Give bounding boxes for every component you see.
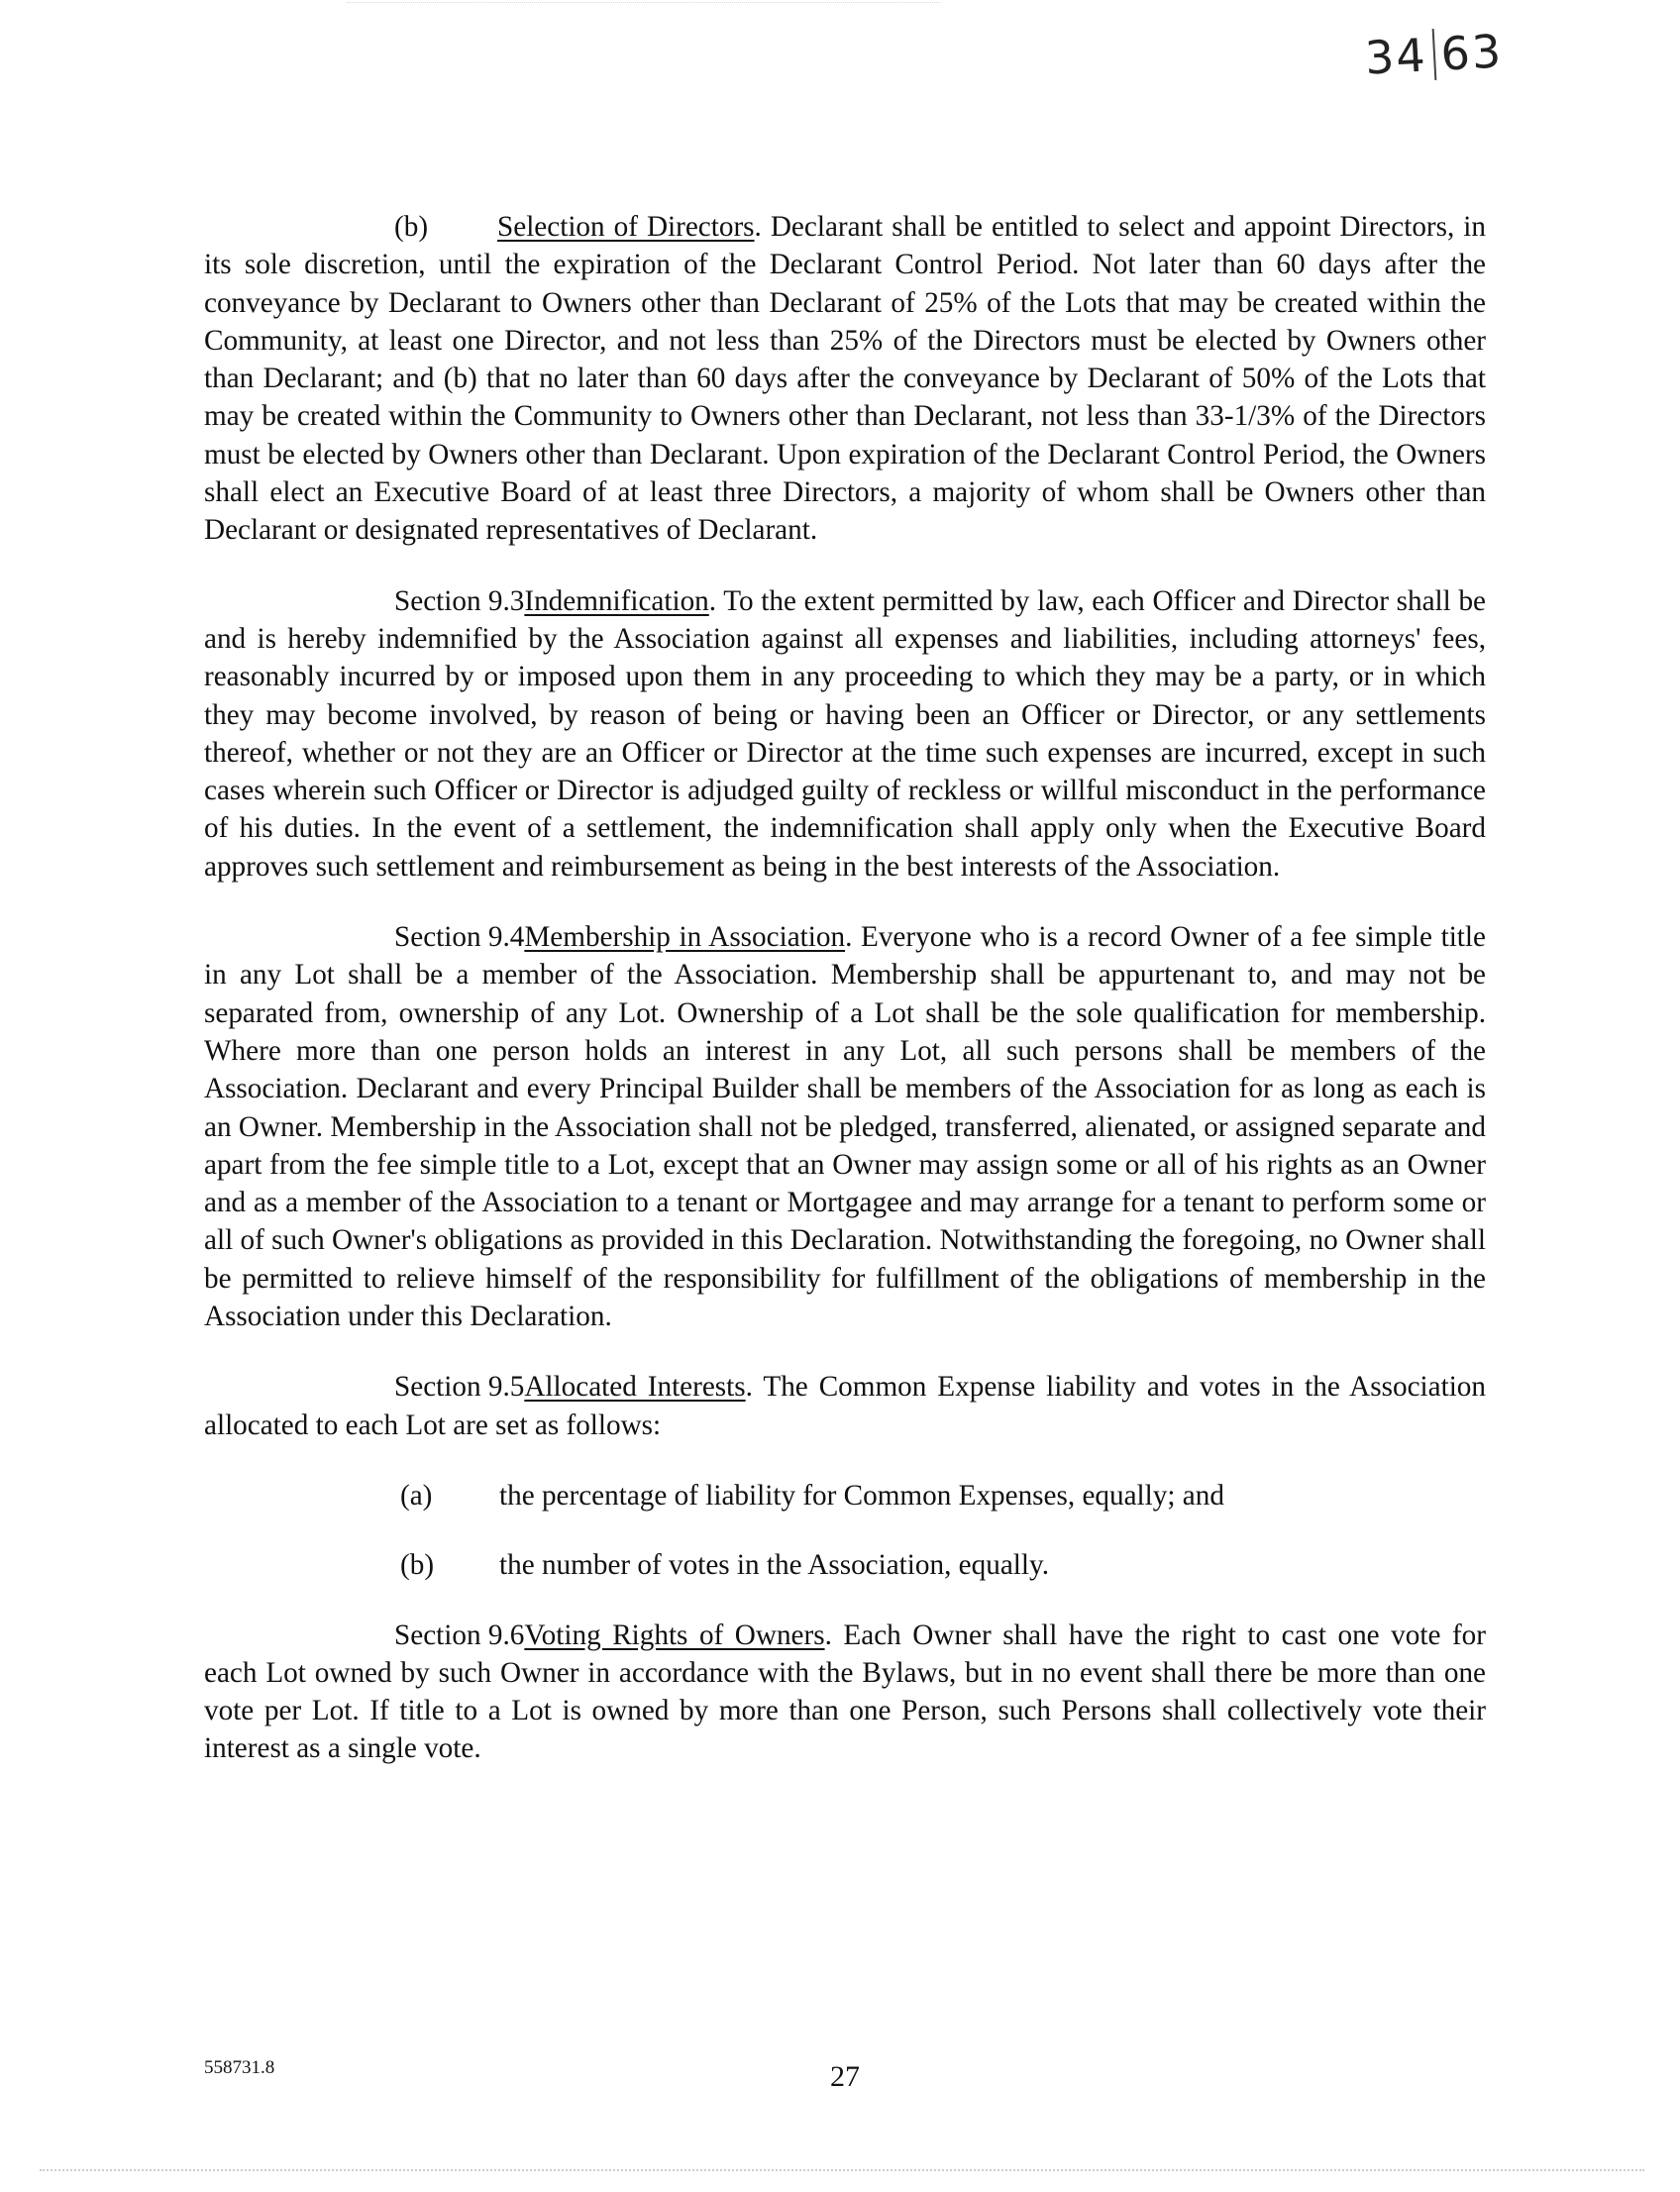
paragraph-text: . Declarant shall be entitled to select and appoint Directors, in its sole discretion, until the expiration of the Declarant Control Period. Not later than 60 days after the conveyance by Declarant to Owners other than Declarant of 25% of the Lots that may be created within the Community, at least one Director, and not less than 25% of the Directors must be elected by Owners other than Declarant; and (b) that no later than 60 days after the conveyance by Declarant of 50% of the Lots that may be created within the Community to Owners other than Declarant, not less than 33-1/3% of the Directors must be elected by Owners other than Declarant. Upon expiration of the Declarant Control Period, the Owners shall elect an Executive Board of at least three Directors, a majority of whom shall be Owners other than Declarant or designated representatives of Declarant. xyxy=(204,211,1486,547)
section-number: Section 9.3 xyxy=(394,584,525,617)
paragraph-section-9-4 xyxy=(204,918,1486,1335)
stamp-right-number: 63 xyxy=(1439,24,1505,81)
section-heading: Allocated Interests xyxy=(524,1371,746,1404)
paragraph-text: . To the extent permitted by law, each Officer and Director shall be and is hereby indemnified by the Association against all expenses and liabilities, including attorneys' fees, reasonably incurred by or imposed upon them in any proceeding to which they may be a party, or in which they may become involved, by reason of being or having been an Officer or Director, or any settlements thereof, whether or not they are an Officer or Director at the time such expenses are incurred, except in such cases wherein such Officer or Director is adjudged guilty of reckless or willful misconduct in the performance of his duties. In the event of a settlement, the indemnification shall apply only when the Executive Board approves such settlement and reimbursement as being in the best interests of the Association. xyxy=(204,584,1486,883)
section-heading: Voting Rights of Owners xyxy=(524,1618,825,1651)
section-heading: Selection of Directors xyxy=(497,211,755,243)
page-number: 27 xyxy=(830,2060,860,2093)
section-number: Section 9.4 xyxy=(394,921,525,954)
list-item-text: the number of votes in the Association, equally. xyxy=(499,1549,1049,1582)
scan-artifact-top xyxy=(347,2,941,5)
document-body xyxy=(204,208,1486,1801)
paragraph-text: . The Common Expense liability and votes in the Association allocated to each Lot are set as follows: xyxy=(204,1371,1486,1441)
stamp-left-number: 34 xyxy=(1363,28,1428,85)
list-item xyxy=(400,1477,1486,1514)
section-heading: Membership in Association xyxy=(524,921,846,954)
section-number: Section 9.6 xyxy=(394,1618,525,1651)
scan-artifact-bottom xyxy=(40,2169,1644,2175)
section-number: Section 9.5 xyxy=(394,1371,525,1404)
paragraph-section-9-3 xyxy=(204,582,1486,886)
paragraph-text: . Everyone who is a record Owner of a fee simple title in any Lot shall be a member of the Association. Membership shall be appurtenant to, and may not be separated from, ownership of any Lot. Ownership of a Lot shall be the sole qualification for membership. Where more than one person holds an interest in any Lot, all such persons shall be members of the Association. Declarant and every Principal Builder shall be members of the Association for as long as each is an Owner. Membership in the Association shall not be pledged, transferred, alienated, or assigned separate and apart from the fee simple title to a Lot, except that an Owner may assign some or all of his rights as an Owner and as a member of the Association to a tenant or Mortgagee and may arrange for a tenant to perform some or all of such Owner's obligations as provided in this Declaration. Notwithstanding the foregoing, no Owner shall be permitted to relieve himself of the responsibility for fulfillment of the obligations of membership in the Association under this Declaration. xyxy=(204,921,1486,1333)
section-heading: Indemnification xyxy=(524,584,709,617)
paragraph-section-9-5 xyxy=(204,1368,1486,1444)
list-item-label: (a) xyxy=(400,1479,433,1512)
document-id: 558731.8 xyxy=(204,2057,275,2078)
list-item xyxy=(400,1546,1486,1584)
paragraph-selection-of-directors xyxy=(204,208,1486,550)
handwritten-page-stamp xyxy=(1364,24,1505,84)
list-item-text: the percentage of liability for Common Expenses, equally; and xyxy=(499,1479,1224,1512)
list-item-label: (b) xyxy=(400,1549,435,1582)
paragraph-text: . Each Owner shall have the right to cast one vote for each Lot owned by such Owner in accordance with the Bylaws, but in no event shall there be more than one vote per Lot. If title to a Lot is owned by more than one Person, such Persons shall collectively vote their interest as a single vote. xyxy=(204,1618,1486,1765)
paragraph-section-9-6 xyxy=(204,1617,1486,1768)
stamp-separator xyxy=(1431,29,1436,80)
paragraph-number: (b) xyxy=(394,211,429,243)
